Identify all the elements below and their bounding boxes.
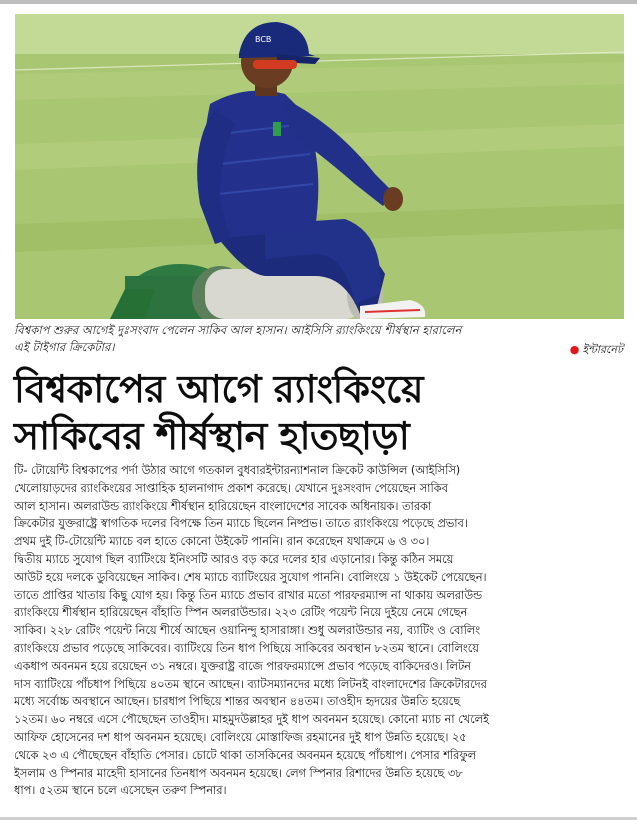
article-line: টি- টোয়েন্টি বিশ্বকাপের পর্দা উঠার আগে গতকাল বুধবারইন্টারন্যাশনাল ক্রিকেট কাউন্সিল (আইসিসি) (14, 464, 461, 477)
article-line: তাতে প্রাপ্তির খাতায় কিছু যোগ হয়। কিন্তু তিন ম্যাচে প্রভাব রাখার মতো পারফরম্যান্স না থাকায় অলরাউন্ড (14, 588, 483, 602)
article-line: মধ্যে সর্বোচ্চ অবস্থানে আছেন। চারধাপ পিছিয়ে শান্তর অবস্থান ৪৪তম। তাওহীদ হৃদয়ের উন্নতি হয়েছে (14, 695, 461, 709)
article-line: আফিফ হোসেনের দশ ধাপ অবনমন হয়েছে। বোলিংয়ে মোস্তাফিজ রহমানের দুই ধাপ উন্নতি হয়েছে। ২৫ (14, 730, 467, 744)
article-line: খেলোয়াড়দের র‍্যাংকিংয়ের সাপ্তাহিক হালনাগাদ প্রকাশ করেছে। যেখানে দুঃসংবাদ পেয়েছেন সাকিব (14, 481, 448, 495)
headline (14, 366, 624, 460)
article-line: একধাপ অবনমন হয়ে রয়েছেন ৩১ নম্বরে। যুক্তরাষ্ট্র বাজে পারফরম্যান্সে প্রভাব পড়েছে বাকিদেরও। লিটন (14, 659, 471, 673)
article-line: র‍্যাংকিংয়ে প্রভাব পড়েছে সাকিবের। ব্যাটিংয়ে তিন ধাপ পিছিয়ে সাকিবের অবস্থান ৮২তম স্থানে। বোলিংয়ে (14, 641, 479, 655)
article-line: সাকিব। ২২৮ রেটিং পয়েন্ট নিয়ে শীর্ষে আছেন ওয়ানিন্দু হাসারাঙ্গা। শুধু অলরাউন্ডার নয়, ব্যাটিং ও বোলিং (14, 624, 481, 638)
article-line: দাস ব্যাটিংয়ে পাঁচধাপ পিছিয়ে ৪০তম স্থানে আছেন। ব্যাটসম্যানদের মধ্যে লিটনই বাংলাদেশের ক্রিকেটারদের (14, 677, 487, 691)
article-line: প্রথম দুই টি-টোয়েন্টি ম্যাচে বল হাতে কোনো উইকেট পাননি। রান করেছেন যথাক্রমে ৬ ও ৩০। (14, 535, 430, 549)
article-line: ক্রিকেটার যুক্তরাষ্ট্রে স্বাগতিক দলের বিপক্ষে তিন ম্যাচে ছিলেন নিষ্প্রভ। তাতে র‍্যাংকিংয়ে পড়েছে প্রভাব। (14, 517, 468, 531)
article-line: ইসলাম ও স্পিনার মাহেদী হাসানের তিনধাপ অবনমন হয়েছে। লেগ স্পিনার রিশাদের উন্নতি হয়েছে ৩৮ (14, 766, 463, 780)
article-line: র‍্যাংকিংয়ে শীর্ষস্থান হারিয়েছেন বাঁহাতি স্পিন অলরাউন্ডার। ২২৩ রেটিং পয়েন্ট নিয়ে দুইয়ে নেমে গেছেন (14, 606, 468, 620)
credit-label: ইন্টারনেট (582, 343, 623, 356)
photo-illustration (15, 14, 624, 319)
article-line: থেকে ২৩ এ পৌছেছেন বাঁহাতি পেসার। চোটে থাকা তাসকিনের অবনমন হয়েছে পাঁচধাপ। পেসার শরিফুল (14, 748, 477, 762)
headline-line-2: সাকিবের শীর্ষস্থান হাতছাড়া (14, 414, 410, 458)
article-line: ১২তম। ৬০ নম্বরে এসে পৌছেছেন তাওহীদ। মাহমুদউল্লাহর দুই ধাপ অবনমন হয়েছে। কোনো ম্যাচ না খেলেই (14, 713, 489, 727)
caption-line-2: এই টাইগার ক্রিকেটার। (14, 340, 115, 354)
svg-text:BCB: BCB (255, 35, 272, 44)
caption-line-1: বিশ্বকাপ শুরুর আগেই দুঃসংবাদ পেলেন সাকিব আল হাসান। আইসিসি র‍্যাংকিংয়ে শীর্ষস্থান হারালেন (14, 323, 462, 337)
article-line: আল হাসান। অলরাউন্ড র‍্যাংকিংয়ে শীর্ষস্থান হারিয়েছেন বাংলাদেশের সাবেক অধিনায়ক। তারকা (14, 499, 432, 513)
headline-line-1: বিশ্বকাপের আগে র‍্যাংকিংয়ে (14, 367, 424, 411)
photo-credit (570, 341, 623, 360)
article-line: দ্বিতীয় ম্যাচে সুযোগ ছিল ব্যাটিংয়ে ইনিংসটি আরও বড় করে দলের হার এড়ানোর। কিন্তু কঠিন সময়ে (14, 552, 454, 566)
article-line: আউট হয়ে দলকে ডুবিয়েছেন সাকিব। শেষ ম্যাচে ব্যাটিংয়ের সুযোগ পাননি। বোলিংয়ে ১ উইকেট পেয়েছেন। (14, 570, 487, 584)
credit-dot-icon: ● (569, 343, 580, 356)
article-body (14, 462, 625, 800)
cricketer-photo (15, 14, 624, 319)
article-line: ধাপ। ৫২তম স্থানে চলে এসেছেন তরুণ স্পিনার। (14, 784, 227, 798)
top-rule (0, 0, 637, 4)
photo-caption (14, 322, 624, 356)
